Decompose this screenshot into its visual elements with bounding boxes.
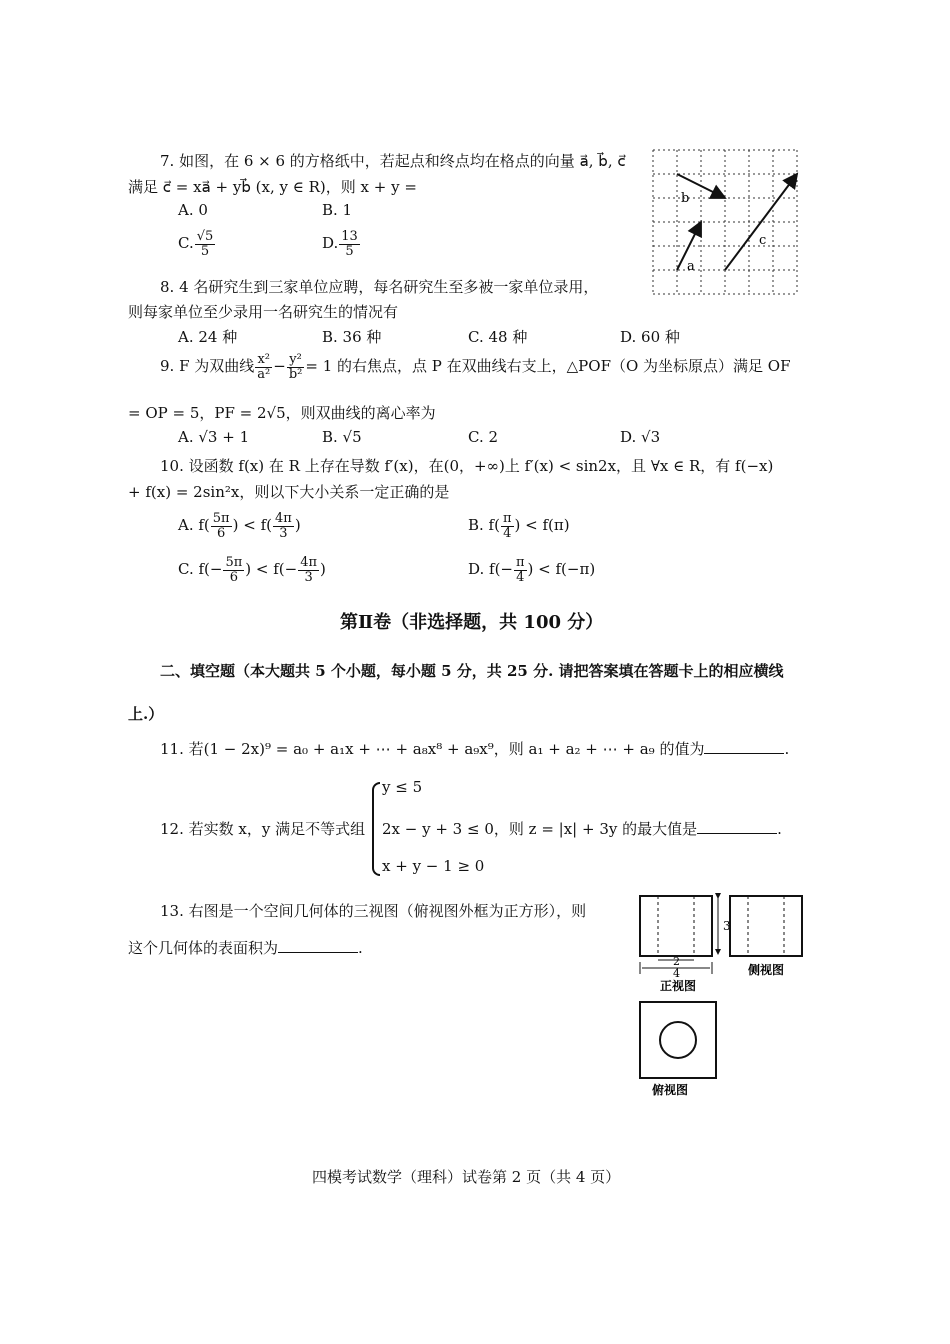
q7-line2: 满足 c⃗ = xa⃗ + yb⃗ (x, y ∈ R)，则 x + y = — [128, 178, 417, 196]
text: 2x − y + 3 ≤ 0，则 z = |x| + 3y 的最大值是 — [382, 820, 698, 838]
q9-option-b: B. √5 — [322, 428, 362, 446]
text: . — [784, 740, 790, 758]
q9-option-a: A. √3 + 1 — [178, 428, 250, 446]
q7-option-b: B. 1 — [322, 201, 353, 219]
fraction-denominator: 3 — [279, 525, 288, 541]
q9-prefix: 9. F 为双曲线 — [160, 357, 255, 376]
text: . — [777, 820, 782, 838]
q7-option-d-label: D. — [322, 234, 339, 253]
fraction-numerator: π — [516, 555, 525, 570]
dim-inner-label: 2 — [673, 955, 680, 968]
page-footer: 四模考试数学（理科）试卷第 2 页（共 4 页） — [312, 1168, 621, 1186]
q12-brace — [372, 782, 380, 876]
top-view-label: 俯视图 — [652, 1083, 689, 1097]
fraction-denominator: 4 — [503, 525, 512, 541]
fraction-denominator: 5 — [345, 243, 354, 259]
fraction-numerator: 5π — [212, 511, 230, 526]
fraction-denominator: 5 — [200, 243, 210, 259]
vector-a-label: a — [687, 259, 695, 274]
text: ) < f(π) — [514, 516, 570, 535]
q9-option-c: C. 2 — [468, 428, 499, 446]
q7-grid-figure — [653, 150, 799, 300]
top-view — [640, 1002, 716, 1078]
fraction-numerator: y² — [289, 352, 302, 367]
q12-inequality-2 — [382, 818, 782, 839]
fraction-numerator: 5π — [225, 555, 243, 570]
q9-suffix: = 1 的右焦点，点 P 在双曲线右支上，△POF（O 为坐标原点）满足 OF — [305, 357, 791, 376]
front-view-label: 正视图 — [660, 979, 697, 993]
vector-c-arrow — [725, 174, 797, 270]
fill-in-heading-line1: 二、填空题（本大题共 5 个小题，每小题 5 分，共 25 分. 请把答案填在答题卡上的相应横线 — [160, 662, 784, 680]
q12-answer-blank[interactable] — [697, 819, 777, 834]
q13-three-view-figure — [630, 890, 810, 1100]
fraction-denominator: 6 — [229, 569, 238, 585]
fraction-denominator: 4 — [516, 569, 525, 585]
q11-answer-blank[interactable] — [704, 739, 784, 754]
q10-option-b — [468, 512, 570, 540]
text: C. f(− — [178, 560, 223, 579]
q8-line1: 8. 4 名研究生到三家单位应聘，每名研究生至多被一家单位录用， — [160, 278, 599, 296]
grid-lines — [653, 150, 797, 294]
q12-inequality-1: y ≤ 5 — [382, 778, 423, 796]
q8-option-d: D. 60 种 — [620, 328, 680, 346]
text: ) — [294, 516, 301, 535]
text: ) < f(−π) — [527, 560, 596, 579]
q7-option-c — [178, 230, 216, 258]
fraction-denominator: 3 — [304, 569, 313, 585]
q8-option-c: C. 48 种 — [468, 328, 528, 346]
q7-line1: 7. 如图，在 6 × 6 的方格纸中，若起点和终点均在格点的向量 a⃗, b⃗, c⃗ — [160, 152, 626, 170]
fraction-numerator: 4π — [300, 555, 318, 570]
fraction — [514, 556, 527, 584]
q11-line — [160, 738, 789, 759]
side-view — [730, 896, 802, 956]
q10-line2: + f(x) = 2sin²x，则以下大小关系一定正确的是 — [128, 483, 450, 501]
minus-sign: − — [273, 357, 286, 376]
vector-b-label: b — [681, 191, 690, 206]
fraction-numerator: 4π — [274, 511, 292, 526]
text: ) < f( — [232, 516, 272, 535]
q10-option-a — [178, 512, 301, 540]
fraction — [211, 512, 232, 540]
text: 这个几何体的表面积为 — [128, 939, 279, 957]
q9-line1 — [160, 353, 791, 381]
q7-option-d-fraction — [339, 230, 360, 258]
side-view-label: 侧视图 — [748, 963, 785, 977]
vector-c-label: c — [759, 233, 767, 248]
text: D. f(− — [468, 560, 513, 579]
fraction-denominator: 6 — [217, 525, 226, 541]
fraction-denominator: b² — [288, 366, 303, 382]
q12-prefix: 12. 若实数 x，y 满足不等式组 — [160, 820, 366, 838]
q7-option-d — [322, 230, 361, 258]
q13-line2 — [128, 937, 363, 958]
fraction — [273, 512, 294, 540]
q10-line1: 10. 设函数 f(x) 在 R 上存在导数 f′(x)，在(0，+∞)上 f′(x) < sin2x，且 ∀x ∈ R，有 f(−x) — [160, 457, 774, 475]
text: . — [358, 939, 363, 957]
q13-answer-blank[interactable] — [278, 938, 358, 953]
fraction — [223, 556, 244, 584]
q7-option-c-fraction — [195, 230, 216, 258]
q9-fraction-x — [255, 353, 272, 381]
text: B. f( — [468, 516, 500, 535]
fraction — [501, 512, 514, 540]
dim-height-label: 3 — [723, 919, 731, 933]
fraction-denominator: a² — [257, 366, 271, 382]
q10-option-c — [178, 556, 326, 584]
fill-in-heading-line2: 上.） — [128, 705, 164, 723]
q10-option-d — [468, 556, 595, 584]
q9-line2: = OP = 5，PF = 2√5，则双曲线的离心率为 — [128, 404, 436, 422]
fraction-numerator: π — [502, 511, 512, 526]
q13-line1: 13. 右图是一个空间几何体的三视图（俯视图外框为正方形），则 — [160, 902, 587, 920]
text: ) < f(− — [245, 560, 298, 579]
q7-option-c-label: C. — [178, 234, 194, 253]
fraction-numerator: x² — [257, 352, 271, 367]
q9-fraction-y — [287, 353, 305, 381]
q8-line2: 则每家单位至少录用一名研究生的情况有 — [128, 303, 399, 321]
q9-option-d: D. √3 — [620, 428, 661, 446]
text: A. f( — [178, 516, 210, 535]
text: ) — [320, 560, 326, 579]
q8-option-a: A. 24 种 — [178, 328, 238, 346]
fraction-numerator: 13 — [341, 229, 358, 244]
dim-width-label: 4 — [673, 967, 680, 980]
fraction-numerator: √5 — [196, 229, 214, 244]
q12-inequality-3: x + y − 1 ≥ 0 — [382, 857, 485, 875]
q8-option-b: B. 36 种 — [322, 328, 382, 346]
section-2-title: 第Ⅱ卷（非选择题，共 100 分） — [340, 612, 604, 633]
q7-option-a: A. 0 — [178, 201, 208, 219]
fraction — [298, 556, 319, 584]
q11-text: 11. 若(1 − 2x)⁹ = a₀ + a₁x + ⋯ + a₈x⁸ + a₉x⁹，则 a₁ + a₂ + ⋯ + a₉ 的值为 — [160, 740, 705, 758]
